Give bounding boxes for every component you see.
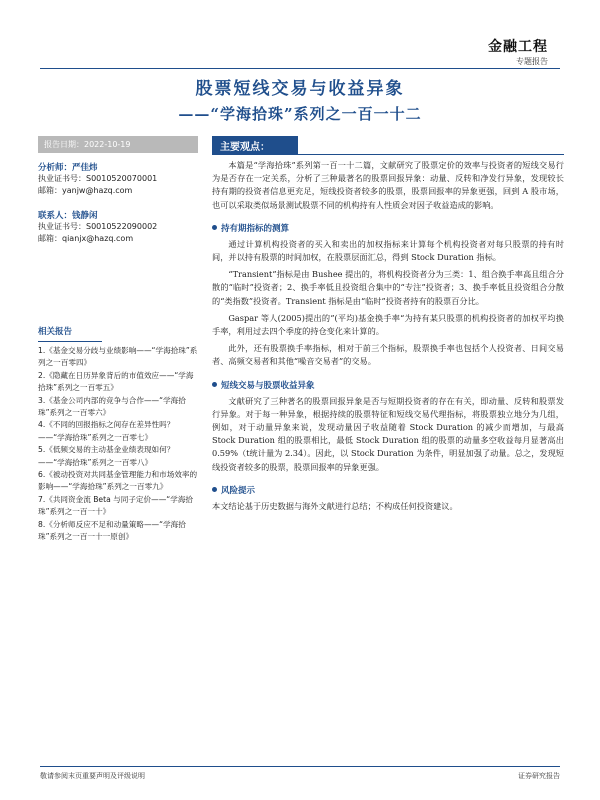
sidebar (38, 136, 198, 544)
analyst-label: 分析师：严佳炜 (38, 163, 98, 173)
footer-disclaimer: 敬请参阅末页重要声明及评级说明 (40, 772, 145, 780)
footer-rule (40, 766, 560, 767)
section-short-term-trading (212, 379, 564, 391)
related-reports-list (38, 345, 198, 544)
related-report[interactable]: 8.《分析师反应不足和动量策略——“学海拾珠”系列之一百一十一原创》 (38, 519, 186, 542)
related-report[interactable]: 1.《基金交易分歧与业绩影响——“学海拾珠”系列之一百零四》 (38, 346, 198, 368)
brand: 金融工程 (488, 39, 548, 55)
related-report[interactable]: 5.《低频交易的主动基金业绩表现如何？——“学海拾珠”系列之一百零八》 (38, 445, 175, 467)
section-title: 风险提示 (221, 485, 256, 496)
contact-label: 联系人：钱静闲 (38, 211, 98, 221)
related-report[interactable]: 2.《隐藏在日历异象背后的市值效应——“学海拾珠”系列之一百零五》 (38, 370, 194, 393)
analyst-email: 邮箱：yanjw@hazq.com (38, 186, 133, 195)
bullet-icon (212, 225, 217, 230)
paragraph: 文献研究了三种著名的股票回报异象是否与短期投资者的存在有关，即动量、反转和股票发行异象。对于每一种异象，根据持续的股票特征和短线交易代理指标，将股票独立地分为几组，例如，对于动量异象来说，发现动量因子收益随着 Stock Duration 的减少而增加，与最高 Stock Duration 组的股票相比，最低 Stock Duration 组的股票的动量多空收益每月显著高出 0.59%（t统计量为 2.34）。因此，以 Stock Duration 为条件，明显加强了动量。总之，发现短线投资者较多的股票，股票回报率的异象更强。 (212, 395, 564, 472)
intro-paragraph: 本篇是“学海拾珠”系列第一百一十二篇，文献研究了股票定价的效率与投资者的短线交易行为是否存在一定关系，分析了三种最著名的股票回报异象：动量、反转和净发行异象，发现较长持有期的投资者信息更充足，短线投资者较多的股票，股票回报率的异象更强，回到 A 股市场，也可以采取类似场景测试股票不同的机构持有人性质会对因子收益造成的影响。 (212, 160, 564, 210)
paragraph: Gaspar 等人(2005)提出的”(平均)基金换手率“为持有某只股票的机构投资者的加权平均换手率，利用过去四个季度的持仓变化来计算的。 (212, 312, 564, 337)
section-risk (212, 484, 564, 496)
related-report[interactable]: 3.《基金公司内部的竞争与合作——“学海拾珠”系列之一百零六》 (38, 395, 186, 418)
related-report[interactable]: 6.《被动投资对共同基金管理能力和市场效率的影响——“学海拾珠”系列之一百零九》 (38, 470, 198, 492)
doc-type: 专题报告 (516, 57, 548, 66)
paragraph: “Transient”指标是由 Bushee 提出的，将机构投资者分为三类：1、组合换手率高且组合分散的“临时”投资者；2、换手率低且投资组合集中的“专注”投资者；3、换手率低且投资组合分散的“类指数”投资者。Transient 指标是由“临时”投资者持有的股票百分比。 (212, 269, 564, 306)
related-rule (38, 341, 102, 342)
key-points-rule (212, 154, 564, 155)
section-title: 短线交易与股票收益异象 (221, 380, 315, 391)
paragraph: 通过计算机构投资者的买入和卖出的加权指标来计算每个机构投资者对每只股票的持有时间，并以持有股票的时间加权，在股票层面汇总，得到 Stock Duration 指标。 (212, 238, 564, 263)
main-content (212, 136, 564, 513)
paragraph: 本文结论基于历史数据与海外文献进行总结；不构成任何投资建议。 (212, 500, 458, 511)
key-points-heading: 主要观点： (212, 136, 298, 155)
paragraph: 此外，还有股票换手率指标，相对于前三个指标，股票换手率也包括个人投资者、日间交易者、高频交易者和其他“噪音交易者”的交易。 (212, 343, 564, 367)
contact-email: 邮箱：qianjx@hazq.com (38, 234, 134, 243)
page-title: 股票短线交易与收益异象 (195, 79, 405, 99)
related-reports-title: 相关报告 (38, 327, 73, 337)
report-date: 报告日期：2022-10-19 (38, 136, 198, 153)
contact-cert: 执业证书号：S0010522090002 (38, 222, 158, 231)
page-subtitle: ——“学海拾珠”系列之一百一十二 (178, 105, 422, 123)
header-rule (40, 68, 560, 69)
footer-label: 证券研究报告 (518, 772, 560, 780)
related-report[interactable]: 4.《不同的回报指标之间存在差异性吗？——“学海拾珠”系列之一百零七》 (38, 420, 175, 442)
analyst-cert: 执业证书号：S0010520070001 (38, 174, 158, 183)
section-holding-period (212, 222, 564, 234)
bullet-icon (212, 487, 217, 492)
section-title: 持有期指标的测算 (221, 223, 290, 234)
bullet-icon (212, 382, 217, 387)
related-report[interactable]: 7.《共同资金流 Beta 与同子定价——“学海拾珠”系列之一百一十》 (38, 494, 194, 517)
